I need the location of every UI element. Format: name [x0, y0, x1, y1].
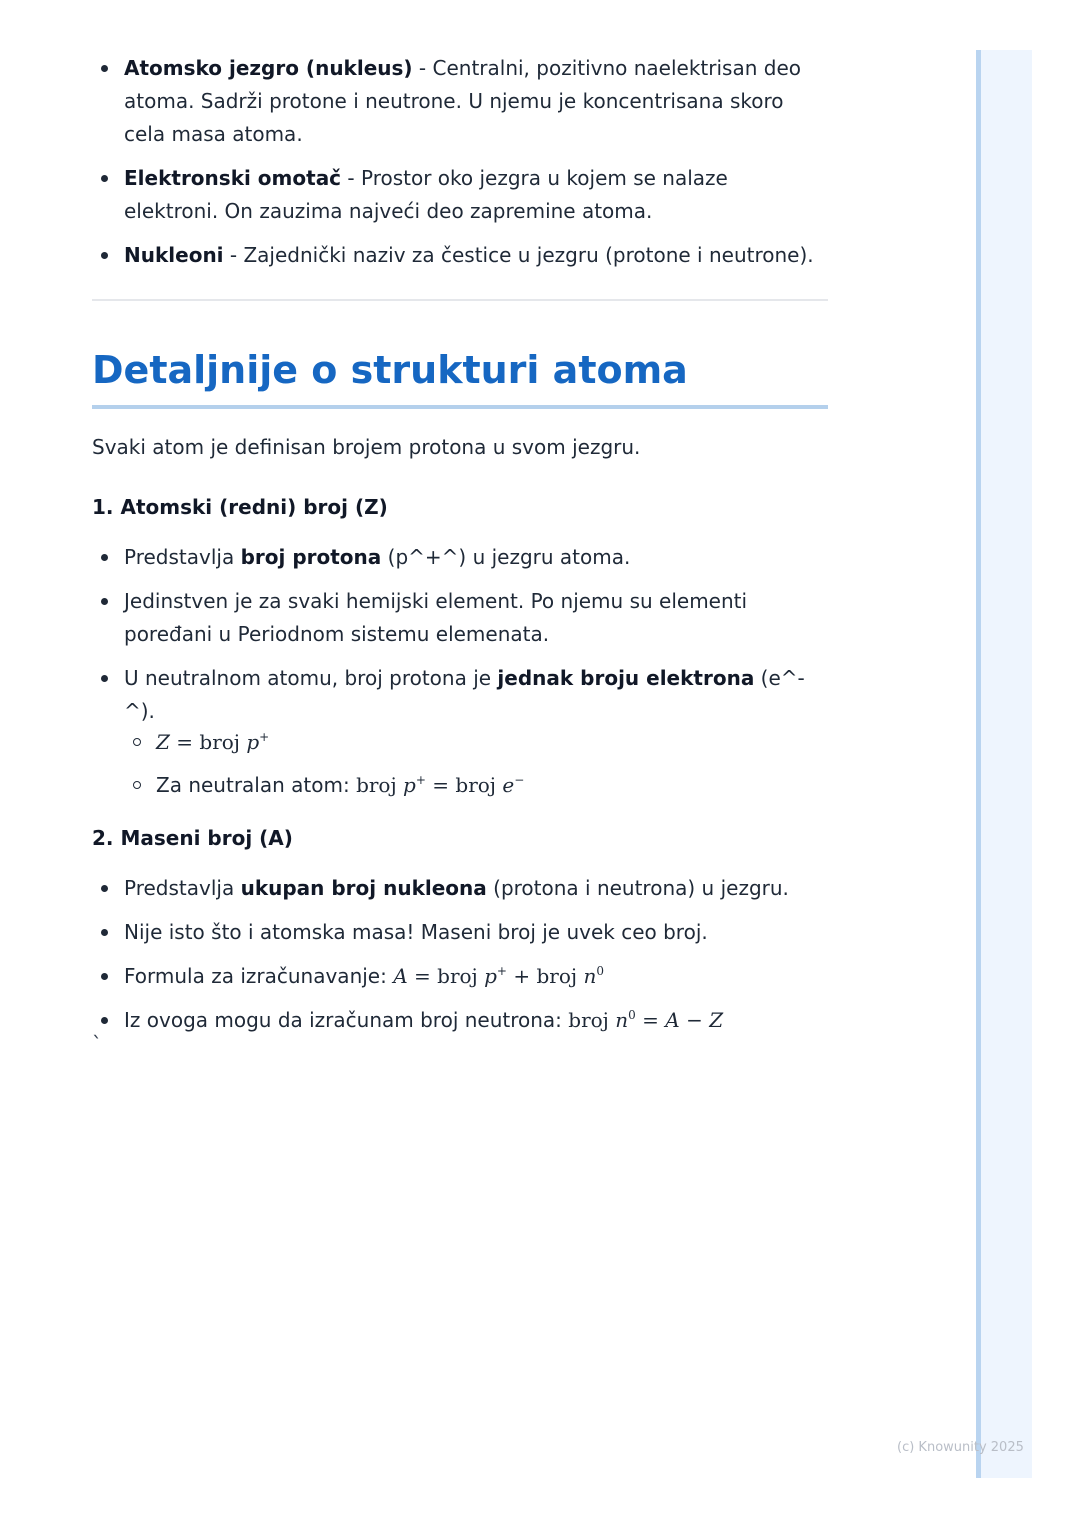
section-title: Detaljnije o strukturi atoma — [92, 347, 828, 409]
list-item — [92, 162, 828, 228]
atomic-number-list — [92, 541, 828, 802]
list-item: Jedinstven je za svaki hemijski element. Po njemu su elementi poređani u Periodnom sistemu elemenata. — [92, 585, 828, 651]
term-nucleons-description: - Zajednički naziv za čestice u jezgru (protone i neutrone). — [223, 243, 814, 267]
list-item: Predstavlja ukupan broj nukleona (protona i neutrona) u jezgru. — [92, 872, 828, 905]
atom-parts-list — [92, 52, 828, 272]
stray-backtick: ` — [92, 1032, 102, 1056]
term-nucleons: Nukleoni — [124, 243, 224, 267]
formula-mass-number: A = broj p+ + broj $n^0$ — [393, 964, 604, 988]
copyright-footer: (c) Knowunity 2025 — [897, 1440, 1024, 1455]
term-electron-shell: Elektronski omotač — [124, 166, 342, 190]
formula-neutral-atom: broj p+ = broj e− — [356, 773, 525, 797]
section-intro: Svaki atom je definisan brojem protona u svom jezgru. — [92, 435, 641, 459]
list-item — [92, 239, 828, 272]
mass-number-list — [92, 872, 828, 1037]
bold-electrons: jednak broju elektrona — [497, 666, 755, 690]
atomic-number-sublist — [124, 726, 828, 802]
list-item: Nije isto što i atomska masa! Maseni broj je uvek ceo broj. — [92, 916, 828, 949]
term-nucleus: Atomsko jezgro (nukleus) — [124, 56, 413, 80]
formula-z: Z = broj p+ — [156, 730, 270, 754]
page-side-panel — [976, 50, 1032, 1478]
bold-protons: broj protona — [240, 545, 382, 569]
document-content — [92, 52, 828, 1048]
term-electron-shell-description: - Prostor oko jezgra u kojem se nalaze elektroni. On zauzima najveći deo zapremine atoma. — [124, 166, 728, 223]
list-item: U neutralnom atomu, broj protona je jednak broju elektrona (e^-^). Z = broj p+ Za neutralan atom: broj p+ = broj e− — [92, 662, 828, 802]
list-item: Formula za izračunavanje: A = broj p+ + broj $n^0$ — [92, 960, 828, 993]
bold-nucleons: ukupan broj nukleona — [240, 876, 487, 900]
sublist-item — [124, 726, 828, 759]
atomic-number-heading: 1. Atomski (redni) broj (Z) — [92, 495, 388, 519]
formula-neutrons: broj $n^0 = A - Z$ — [568, 1008, 724, 1032]
section-divider — [92, 299, 828, 301]
list-item — [92, 52, 828, 151]
mass-number-heading: 2. Maseni broj (A) — [92, 826, 293, 850]
list-item: Predstavlja broj protona (p^+^) u jezgru atoma. — [92, 541, 828, 574]
sublist-item: Za neutralan atom: broj p+ = broj e− — [124, 769, 828, 802]
term-nucleus-description: - Centralni, pozitivno naelektrisan deo atoma. Sadrži protone i neutrone. U njemu je koncentrisana skoro cela masa atoma. — [124, 56, 801, 146]
list-item: Iz ovoga mogu da izračunam broj neutrona: broj $n^0 = A - Z$ — [92, 1004, 828, 1037]
